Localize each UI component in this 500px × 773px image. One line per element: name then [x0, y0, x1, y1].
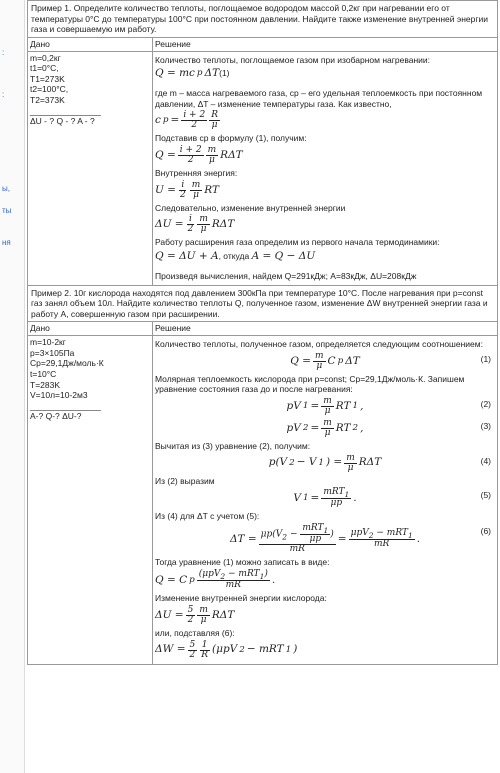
sidebar-link[interactable]: ня [2, 238, 11, 247]
example2-solution [153, 336, 498, 665]
solution-line: Работу расширения газа определим из первого начала термодинамики: [155, 237, 440, 248]
equation-number: (6) [480, 526, 492, 537]
formula-q-final: Q = $\frac{i + 2}{2}$ $\frac{m}{\mu}$ RΔT [155, 145, 243, 165]
given-item: p=3×105Па [30, 347, 75, 358]
formula-v1: V 1 = $\frac{mRT_1}{\mu p}$ . (5) [293, 487, 492, 509]
example2-col-given: Дано [28, 322, 153, 336]
equation-number: (1) [480, 353, 492, 364]
example2-col-solution: Решение [153, 322, 498, 336]
equation-number: (1) [219, 68, 230, 79]
formula-u: U = $\frac{i}{2}$ $\frac{m}{\mu}$ RT [155, 179, 220, 200]
solution-line: Внутренняя энергия: [155, 168, 238, 178]
solution-line: Следовательно, изменение внутренней энергии [155, 202, 346, 213]
equation-number: (5) [480, 490, 492, 501]
given-separator: _______________ [30, 400, 101, 411]
formula-q-cp: Q = $\frac{m}{\mu}$ C p ΔT (1) [290, 350, 492, 371]
formula-q-mcp: Q = mc p ΔT(1) [155, 67, 230, 80]
find-list: ΔU - ? Q - ? A - ? [30, 116, 95, 127]
example1-header: Пример 1. Определите количество теплоты, поглощаемое водородом массой 0,2кг при нагревании его от температуры 0°С до температуры 100°С при постоянном давлении. Найдите также изменение внутренней энергии газа и совершаемую им работу. [28, 1, 498, 38]
solution-line: или, подставляя (6): [155, 627, 235, 638]
find-list: A-? Q-? ΔU-? [30, 411, 82, 422]
solution-line: Количество теплоты, полученное газом, определяется следующим соотношением: [155, 339, 483, 349]
formula-cp: c p = $\frac{i + 2}{2}$ $\frac{R}{\mu}$ [155, 110, 218, 131]
given-separator: _______________ [30, 105, 101, 116]
solution-line: Подставив cp в формулу (1), получим: [155, 133, 307, 144]
formula-state-2: pV 2 = $\frac{m}{\mu}$ RT 2 , (3) [286, 417, 492, 438]
solution-line: Вычитая из (3) уравнение (2), получим: [155, 440, 311, 451]
given-item: t=10°C [30, 368, 57, 379]
solution-line: Молярная теплоемкость кислорода при p=const; Cp=29,1Дж/моль·К. Запишем уравнение состояния газа до и после нагревания: [155, 373, 465, 395]
solution-table [27, 0, 498, 665]
solution-line: Тогда уравнение (1) можно записать в виде: [155, 557, 330, 568]
sidebar-link[interactable]: ты [2, 206, 12, 215]
solution-line: Количество теплоты, поглощаемое газом при изобарном нагревании: [155, 54, 431, 65]
given-item: T1=273K [30, 73, 65, 84]
solution-line: Изменение внутренней энергии кислорода: [155, 593, 327, 604]
example1-given [28, 51, 153, 285]
formula-first-law: Q = ΔU + A, откуда A = Q − ΔU [155, 249, 316, 262]
example2-given [28, 336, 153, 665]
document [27, 0, 497, 665]
equation-number: (2) [480, 398, 492, 409]
sidebar-link[interactable]: ы, [2, 184, 10, 193]
result-line: Произведя вычисления, найдем Q=291кДж; A=83кДж, ΔU=208кДж [155, 270, 417, 281]
sidebar-mark: : [2, 48, 5, 57]
example1-solution [153, 51, 498, 285]
example1-col-given: Дано [28, 37, 153, 51]
equation-number: (3) [480, 420, 492, 431]
given-item: m=0,2кг [30, 52, 61, 63]
solution-line: Из (4) для ΔT с учетом (5): [155, 511, 260, 522]
given-item: T2=373K [30, 95, 65, 105]
given-item: t2=100°C, [30, 84, 69, 95]
text-otkuda: , откуда [218, 250, 250, 261]
example1-col-solution: Решение [153, 37, 498, 51]
formula-delta-w-cut: ΔW = $\frac{5}{2}$ $\frac{1}{R}$ (μpV 2 − mRT 1 ) [155, 639, 298, 660]
solution-line: Из (2) выразим [155, 475, 215, 486]
given-item: t1=0°C, [30, 63, 59, 74]
equation-number: (4) [480, 455, 492, 466]
given-item: Cp=29,1Дж/моль·К [30, 358, 104, 369]
formula-delta-t: ΔT = $\mu p(V_2$ − $\frac{mRT_1}{\mu p}$ ) mR = $\frac{\mu pV_2 - mRT_1}{mR}$ . (6) [229, 523, 492, 555]
given-item: V=10л=10-2м3 [30, 390, 88, 401]
example2-header: Пример 2. 10г кислорода находятся под давлением 300кПа при температуре 10°С. После нагревания при p=const газ занял объем 10л. Найдите количество теплоты Q, полученное газом, изменение ΔW внутренней энергии газа и работу A, совершенную газом при расширении. [28, 285, 498, 322]
given-item: m=10-2кг [30, 337, 66, 347]
given-item: T=283K [30, 379, 61, 390]
solution-line: где m – масса нагреваемого газа, cp – его удельная теплоемкость при постоянном давлении, ΔT – изменение температуры газа. Как известно, [155, 88, 483, 109]
formula-delta-u: ΔU = $\frac{i}{2}$ $\frac{m}{\mu}$ RΔT [155, 214, 235, 235]
formula-state-1: pV 1 = $\frac{m}{\mu}$ RT 1 , (2) [286, 395, 492, 416]
formula-delta-u: ΔU = $\frac{5}{2}$ $\frac{m}{\mu}$ RΔT [155, 604, 235, 625]
formula-q-final: Q = C p $\frac{(\mu pV_2 - mRT_1)}{mR}$ . [155, 568, 276, 591]
formula-subtract: p(V 2 − V 1 ) = $\frac{m}{\mu}$ RΔT (4) [268, 452, 492, 473]
sidebar-mark: : [2, 90, 5, 99]
left-sidebar-strip [0, 0, 25, 773]
